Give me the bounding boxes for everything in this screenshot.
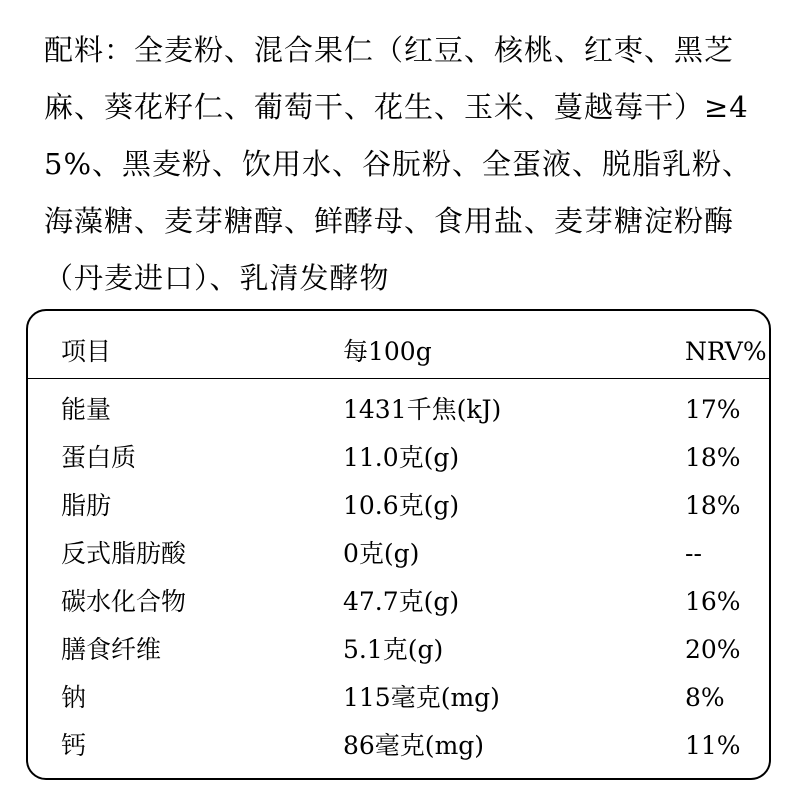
row-sodium-value: 115毫克(mg) [343,683,500,712]
row-fat-item: 脂肪 [61,491,112,520]
row-energy-nrv: 17% [685,395,741,424]
header-item: 项目 [61,337,112,366]
row-sodium-nrv: 8% [685,683,725,712]
row-carbohydrate-item: 碳水化合物 [61,587,187,616]
row-dietary-fiber-item: 膳食纤维 [61,635,162,664]
header-per-100g: 每100g [343,337,432,366]
nutrition-facts-table [26,309,771,780]
row-energy-value: 1431千焦(kJ) [343,395,502,424]
row-dietary-fiber-value: 5.1克(g) [343,635,444,664]
row-sodium-item: 钠 [61,683,87,712]
row-trans-fat-value: 0克(g) [343,539,420,568]
row-carbohydrate-nrv: 16% [685,587,741,616]
row-calcium-nrv: 11% [685,731,741,760]
ingredients-list: 配料：全麦粉、混合果仁（红豆、核桃、红枣、黑芝麻、葵花籽仁、葡萄干、花生、玉米、蔓越莓干）≥45%、黑麦粉、饮用水、谷朊粉、全蛋液、脱脂乳粉、海藻糖、麦芽糖醇、鲜酵母、食用盐、麦芽糖淀粉酶（丹麦进口）、乳清发酵物 [44,33,753,295]
row-carbohydrate-value: 47.7克(g) [343,587,460,616]
row-protein-value: 11.0克(g) [343,443,460,472]
row-calcium-value: 86毫克(mg) [343,731,485,760]
row-trans-fat-nrv: -- [685,539,702,568]
row-energy-item: 能量 [61,395,112,424]
row-fat-value: 10.6克(g) [343,491,460,520]
row-protein-item: 蛋白质 [61,443,137,472]
row-trans-fat-item: 反式脂肪酸 [61,539,187,568]
row-dietary-fiber-nrv: 20% [685,635,741,664]
header-divider [28,378,769,379]
header-nrv: NRV% [685,337,767,366]
row-fat-nrv: 18% [685,491,741,520]
row-calcium-item: 钙 [61,731,87,760]
row-protein-nrv: 18% [685,443,741,472]
